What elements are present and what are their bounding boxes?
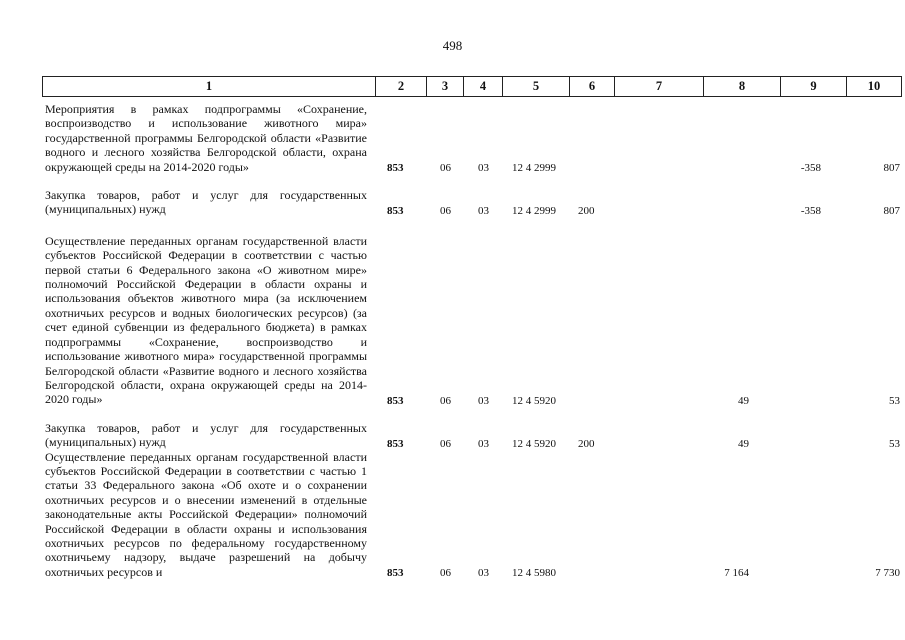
header-col-10: 10 <box>847 77 902 96</box>
cell-col-5: 12 4 5980 <box>512 567 556 580</box>
header-col-7: 7 <box>615 77 704 96</box>
cell-col-3: 06 <box>440 567 451 580</box>
cell-col-10: 53 <box>889 437 900 450</box>
cell-col-10: 807 <box>883 204 900 217</box>
cell-col-3: 06 <box>440 162 451 175</box>
header-col-8: 8 <box>704 77 781 96</box>
table-body <box>42 98 902 579</box>
header-col-6: 6 <box>570 77 615 96</box>
cell-col-8: 49 <box>738 394 749 407</box>
cell-col-4: 03 <box>478 437 489 450</box>
header-col-5: 5 <box>503 77 570 96</box>
table-row <box>42 234 902 407</box>
table-header <box>42 76 902 97</box>
cell-col-6: 200 <box>578 437 595 450</box>
cell-col-2: 853 <box>387 437 404 450</box>
cell-col-2: 853 <box>387 567 404 580</box>
cell-col-10: 807 <box>883 162 900 175</box>
cell-col-5: 12 4 5920 <box>512 437 556 450</box>
cell-col-10: 7 730 <box>875 567 900 580</box>
cell-col-4: 03 <box>478 394 489 407</box>
cell-col-5: 12 4 5920 <box>512 394 556 407</box>
cell-col-2: 853 <box>387 394 404 407</box>
cell-col-5: 12 4 2999 <box>512 162 556 175</box>
cell-col-2: 853 <box>387 162 404 175</box>
cell-col-3: 06 <box>440 437 451 450</box>
header-col-2: 2 <box>376 77 427 96</box>
cell-col-4: 03 <box>478 567 489 580</box>
row-description: Закупка товаров, работ и услуг для государственных (муниципальных) нужд <box>45 188 367 217</box>
cell-col-6: 200 <box>578 204 595 217</box>
row-description: Закупка товаров, работ и услуг для государственных (муниципальных) нужд <box>45 420 367 450</box>
header-col-1: 1 <box>43 77 376 96</box>
row-description: Мероприятия в рамках подпрограммы «Сохранение, воспроизводство и использование животного мира» государственной программы Белгородской области «Развитие водного и лесного хозяйства Белгородской области, охрана окружающей среды на 2014-2020 годы» <box>45 102 367 174</box>
cell-col-4: 03 <box>478 162 489 175</box>
header-col-4: 4 <box>464 77 503 96</box>
header-col-3: 3 <box>427 77 464 96</box>
cell-col-10: 53 <box>889 394 900 407</box>
row-description: Осуществление переданных органам государственной власти субъектов Российской Федерации в соответствии с частью 1 статьи 33 Федерального закона «Об охоте и о сохранении охотничьих ресурсов и о внесении изменений в отдельные законодательные акты Российской Федерации» полномочий Российской Федерации в области охраны и использования охотничьих ресурсов по федеральному государственному охотничьему надзору, выдаче разрешений на добычу охотничьих ресурсов и <box>45 449 367 579</box>
cell-col-8: 7 164 <box>724 567 749 580</box>
cell-col-3: 06 <box>440 204 451 217</box>
row-description: Осуществление переданных органам государственной власти субъектов Российской Федерации в соответствии с частью первой статьи 6 Федерального закона «О животном мире» полномочий Российской Федерации в области охраны и использования объектов животного мира (за исключением охотничьих ресурсов и водных биологических ресурсов) (за счет единой субвенции из федерального бюджета) в рамках подпрограммы «Сохранение, воспроизводство и использование животного мира» государственной программы Белгородской области «Развитие водного и лесного хозяйства Белгородской области, охрана окружающей среды на 2014-2020 годы» <box>45 233 367 407</box>
cell-col-8: 49 <box>738 437 749 450</box>
cell-col-2: 853 <box>387 204 404 217</box>
cell-col-9: -358 <box>800 162 821 175</box>
cell-col-9: -358 <box>800 204 821 217</box>
table-row <box>42 450 902 580</box>
table-row <box>42 188 902 217</box>
page-number: 498 <box>442 38 463 53</box>
cell-col-5: 12 4 2999 <box>512 204 556 217</box>
table-row <box>42 421 902 450</box>
header-col-9: 9 <box>781 77 847 96</box>
cell-col-3: 06 <box>440 394 451 407</box>
table-row <box>42 102 902 174</box>
cell-col-4: 03 <box>478 204 489 217</box>
